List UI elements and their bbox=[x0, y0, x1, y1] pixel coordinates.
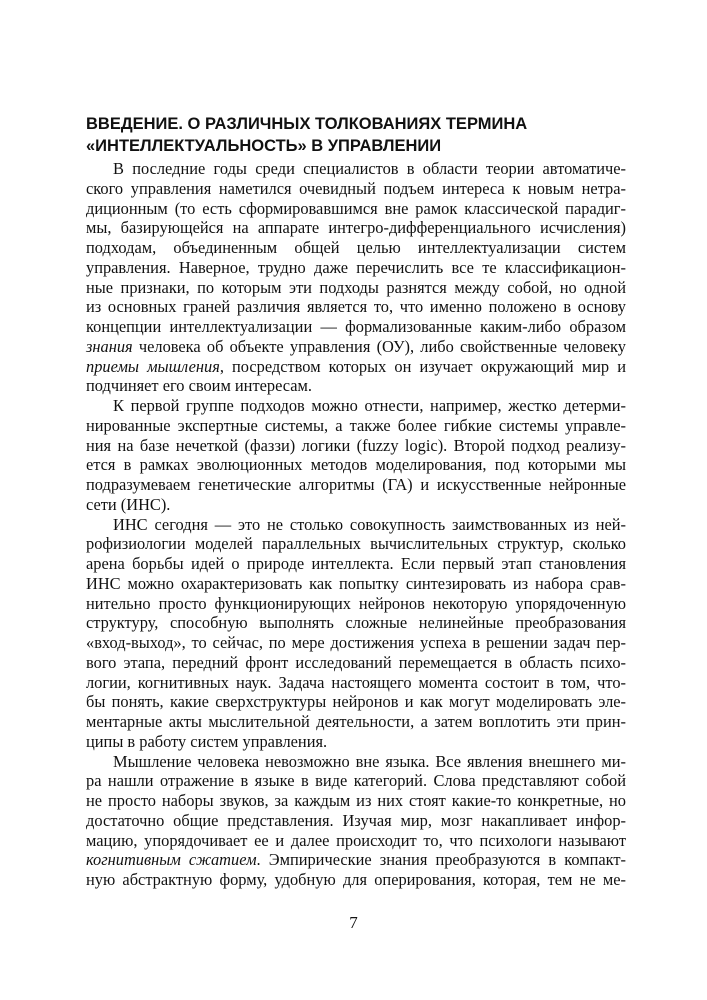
text-line: арена борьбы идей о природе интеллекта. Если первый этап становления bbox=[86, 554, 626, 573]
text-line bbox=[86, 357, 626, 377]
text-run: . Эмпирические знания преобразуются в компакт- bbox=[256, 850, 626, 870]
page-number: 7 bbox=[349, 913, 358, 932]
text-line: ется в рамках эволюционных методов моделирования, под которыми мы bbox=[86, 455, 626, 475]
text-line: В последние годы среди специалистов в области теории автоматиче- bbox=[113, 159, 626, 178]
text-line: нительно просто функционирующих нейронов некоторую упорядоченную bbox=[86, 593, 626, 613]
text-run: , посредством которых он изучает окружающий мир и bbox=[219, 356, 626, 376]
text-line: не просто наборы звуков, за каждым из них стоят какие-то конкретные, но bbox=[86, 791, 626, 810]
text-line: достаточно общие представления. Изучая мир, мозг накапливает инфор- bbox=[86, 810, 626, 830]
text-line: ра нашли отражение в языке в виде категорий. Слова представляют собой bbox=[86, 771, 626, 791]
text-line: подходам, объединенным общей целью интеллектуализации систем bbox=[86, 238, 626, 257]
text-line: К первой группе подходов можно отнести, например, жестко детерми- bbox=[113, 396, 626, 415]
text-line: «вход-выход», то сейчас, по мере достижения успеха в решении задач пер- bbox=[86, 633, 626, 652]
text-line: сети (ИНС). bbox=[86, 494, 171, 514]
paragraph bbox=[86, 396, 626, 515]
text-line: вого этапа, передний фронт исследований перемещается в область психо- bbox=[86, 652, 626, 672]
text-line: ского управления наметился очевидный подъем интереса к новым нетра- bbox=[86, 178, 626, 198]
text-run: человека об объекте управления (ОУ), либо свойственные человеку bbox=[132, 336, 626, 356]
text-line: бы понять, какие сверхструктуры нейронов и как могут моделировать эле- bbox=[86, 692, 626, 712]
text-line: логии, когнитивных наук. Задача настоящего момента состоит в том, что- bbox=[86, 672, 626, 692]
text-line: мацию, упорядочивает ее и далее происходит то, что психологи называют bbox=[86, 830, 626, 850]
text-line: мы, базирующейся на аппарате интегро-дифференциального исчисления) bbox=[86, 218, 626, 238]
text-line: из основных граней различия является то, что именно положено в основу bbox=[86, 297, 626, 317]
text-line: Мышление человека невозможно вне языка. Все явления внешнего ми- bbox=[113, 751, 626, 771]
text-line: подразумеваем генетические алгоритмы (ГА) и искусственные нейронные bbox=[86, 475, 626, 494]
text-line: ния на базе нечеткой (фаззи) логики (fuzzy logic). Второй подход реализу- bbox=[86, 435, 626, 455]
text-line: подчиняет его своим интересам. bbox=[86, 376, 312, 396]
text-line: ИНС сегодня — это не столько совокупность заимствованных из ней- bbox=[113, 514, 626, 534]
paragraph bbox=[86, 752, 626, 890]
text-line: ные признаки, по которым эти подходы разнятся между собой, но одной bbox=[86, 277, 626, 297]
text-line: концепции интеллектуализации — формализованные каким-либо образом bbox=[86, 317, 626, 336]
text-line: управления. Наверное, трудно даже перечислить все те классификацион- bbox=[86, 257, 626, 277]
heading-line-1: ВВЕДЕНИЕ. О РАЗЛИЧНЫХ ТОЛКОВАНИЯХ ТЕРМИНА bbox=[86, 115, 528, 133]
text-line: ИНС можно охарактеризовать как попытку синтезировать из набора срав- bbox=[86, 573, 626, 593]
italic-term: знания bbox=[86, 336, 133, 356]
text-line bbox=[86, 850, 626, 870]
text-line: диционным (то есть сформировавшимся вне рамок классической парадиг- bbox=[86, 198, 626, 218]
chapter-heading bbox=[86, 113, 626, 157]
paragraph bbox=[86, 159, 626, 396]
text-line: ципы в работу систем управления. bbox=[86, 731, 328, 751]
paragraph bbox=[86, 515, 626, 752]
text-line: структуру, способную выполнять сложные нелинейные преобразования bbox=[86, 613, 626, 633]
text-line: рофизиологии моделей параллельных вычислительных структур, сколько bbox=[86, 534, 626, 554]
text-line: ментарные акты мыслительной деятельности, а затем воплотить эти прин- bbox=[86, 712, 626, 731]
italic-term: приемы мышления bbox=[86, 356, 220, 376]
body-text bbox=[86, 159, 626, 890]
text-line: нированные экспертные системы, а также более гибкие системы управле- bbox=[86, 415, 626, 435]
italic-term: когнитивным сжатием bbox=[86, 850, 257, 870]
text-line: ную абстрактную форму, удобную для оперирования, которая, тем не ме- bbox=[86, 870, 626, 889]
heading-line-2: «ИНТЕЛЛЕКТУАЛЬНОСТЬ» В УПРАВЛЕНИИ bbox=[86, 137, 442, 155]
text-line bbox=[86, 337, 626, 357]
